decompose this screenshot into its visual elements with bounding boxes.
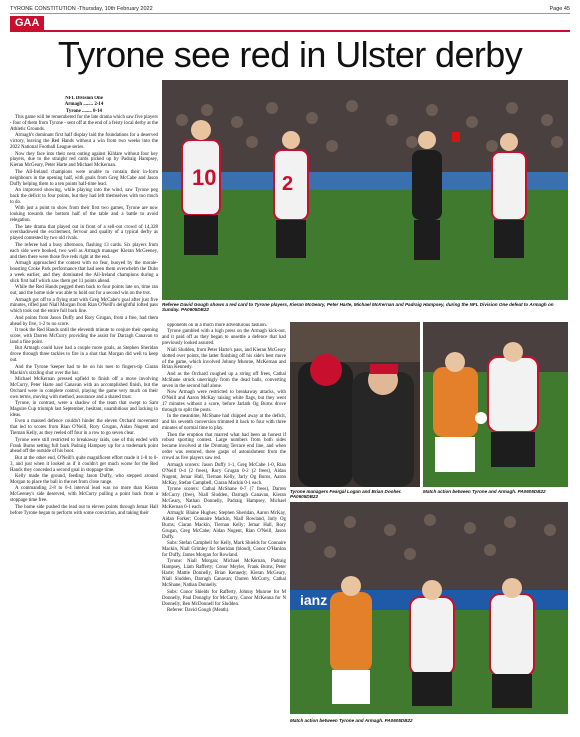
- competition-name: NFL Division One: [65, 96, 103, 101]
- article-paragraph: Armagh scorers: Jason Duffy 1-1, Greg McCabe 1-0, Rian O'Neill 0-4 (2 frees), Rory Grugan 0-2 (2 frees), Aidan Nugent, Jemar Hall, Tiernan Kelly, Jarly Og Burns, Aaron McKay, Stefan Campbell, Ciaran Mackin 0-1 each.: [162, 462, 286, 486]
- sponsor-board: ianz: [300, 592, 328, 608]
- article-paragraph: Now Armagh were restricted to breakaway attacks, with O'Neill and Aaron McKay raising white flags, but they went 17 minutes without a score, before Jarlath Og Burns drove through to split the posts.: [162, 390, 286, 413]
- managers-caption: Tyrone managers Feargal Logan and Brian Dooher. PA0605DB22: [290, 489, 402, 500]
- article-paragraph: Subs: Stefan Campbell for Kelly, Mark Shields for Connaire Mackin, Niall Grimley for Sheridan (blood), Conor O'Hanlon for Duffy, James Morgan for Rowland.: [162, 541, 286, 559]
- article-paragraph: The referee had a busy afternoon, flashing 13 cards. Six players from each side were booked, two well as Armagh manager Kieran McGeeney, and then there were those five reds right at the end.: [10, 242, 158, 260]
- article-paragraph: Armagh approached the contest with no fear, buoyed by the morale-boosting Croke Park performance that had seen them overwhelm the Dubs a week earlier, and they dominated the All-Ireland champions during a slick first half which saw them get 11 points ahead.: [10, 261, 158, 284]
- article-paragraph: Now they face into their next outing against Kildare without four key players, due to the straight red cards picked up by Padraig Hampsey, Kieran McGeary, Peter Harte and Michael McKernan.: [10, 151, 158, 169]
- article-paragraph: Niall Sludden, from Peter Harte's pass, and Kieran McGeary slotted over points, the latter finishing off his side's best move of the game, which involved Johnny Munroe, McKernan and Brian Kennedy.: [162, 347, 286, 371]
- header-publication: TYRONE CONSTITUTION -Thursday, 10th February 2022: [10, 6, 153, 12]
- article-paragraph: Tyrone gambled with a high press on the Armagh kick-out, and it paid off as they began to unsettle a defence that had previously looked assured.: [162, 329, 286, 347]
- article-paragraph: Armagh got off to a flying start with Greg McCabe's goal after just five minutes, rifled past Niall Morgan from Rian O'Neill's delightful lofted pass which took out the entire full back line.: [10, 297, 158, 315]
- article-paragraph: Even a massed defence couldn't hinder the eleven Orchard movement that led to scores from Rian O'Neill, Rory Grugan, Aidan Nugent and Tiernan Kelly, as they reeled off four in a row to go seven clear.: [10, 419, 158, 437]
- match-photo-2-caption: Match action between Tyrone and Armagh. PA0605DB22: [290, 718, 413, 723]
- managers-photo: [290, 322, 420, 487]
- article-paragraph: And as the Orchard coughed up a string off frees, Cathal McShane struck unerringly from the dead balls, converting seven in the second half alone.: [162, 371, 286, 389]
- section-rule: [10, 30, 570, 32]
- article-column-1: [10, 96, 158, 731]
- article-paragraph: Tyrone, in contrast, were a shadow of the team that swept to Sam Maguire Cup triumph last September, hesitant, unambitious and lacking in ideas.: [10, 401, 158, 418]
- article-column-2: [162, 323, 286, 731]
- match-photo-2: [290, 502, 568, 714]
- main-photo-number-mid: 2: [282, 173, 294, 195]
- article-paragraph: An improved showing, while playing into the wind, saw Tyrone peg back the deficit to four points, but they had left themselves with too much to do.: [10, 188, 158, 205]
- page-header: [10, 5, 570, 14]
- main-photo-number-left: 10: [192, 165, 217, 190]
- article-paragraph: Tyrone: Niall Morgan; Michael McKernan, Padraig Hampsey, Liam Rafferty; Conor Meyler, Frank Burns, Peter Harte; Mattie Donnelly, Brian Kennedy; Kieran McGeary, Niall Sludden, Darragh Canavan; Darren McCurry, Cathal McShane, Nathan Donnelly.: [162, 559, 286, 589]
- article-paragraph: Referee: David Gough (Meath).: [167, 607, 230, 613]
- result-armagh: Armagh ........ 2-14: [64, 102, 104, 108]
- result-tyrone: Tyrone ........ 0-14: [66, 108, 102, 114]
- article-paragraph: And the Tyrone 'keeper had to be on his toes to fingers-tip Ciaran Mackin's sizzling shot over the bar.: [10, 364, 158, 376]
- article-paragraph: Armagh: Blaine Hughes; Stephen Sheridan, Aaron McKay, Aidan Forker; Connaire Mackin, Niall Rowland, Jarly Og Burns; Ciaran Mackin, Tiernan Kelly; Jemar Hall, Rory Grugan, Greg McCabe; Aidan Nugent, Rian O'Neill, Jason Duffy.: [162, 511, 286, 540]
- article-paragraph: Kelly made the ground, feeding Jason Duffy, who stepped around Morgan to place the ball in the net from close range.: [10, 474, 158, 486]
- article-paragraph: The home side pushed the lead out to eleven points through Jemar Hall before Tyrone began to perform with some conviction, and taking their: [10, 504, 158, 516]
- article-paragraph: The late drama that played out in front of a sell-out crowd of 14,328 overshadowed the excitement, fervour and quality of a typical derby as played contested by two old rivals.: [10, 224, 158, 242]
- article-body-2: [162, 323, 286, 614]
- match-photo-1: [423, 322, 568, 487]
- article-paragraph: Tyrone were still restricted to breakaway raids, one of this ended with Frank Burns setting full back Padraig Hampsey up for a trademark point ahead off the outside of his boot.: [10, 437, 158, 455]
- article-paragraph: Tyrone scorers: Cathal McShane 0-7 (7 frees), Darren McCurry (free), Niall Sludden, Darragh Canavan, Kieran McGeary, Nathan Donnelly, Padraig Hampsey, Michael McKernan 0-1 each.: [162, 486, 286, 510]
- article-paragraph: Subs: Conor Shields for Rafferty, Johnny Munroe for M Donnelly, Paul Donaghy for McCurry, Conor McKenna for N Donnelly, Ben McDonnell for Sludden.: [162, 589, 286, 607]
- article-paragraph: But at the other end, O'Neill's quite magnificent effort made it 1-8 to 0-3, and just when it looked as if it couldn't get much worse for the Red Hands they conceded a second goal in stoppage time.: [10, 455, 158, 473]
- article-paragraph: With just a point to show from their first two games, Tyrone are now looking towards the bottom half of the table and a battle to avoid relegation.: [10, 206, 158, 224]
- article-paragraph: In the meantime, McShane had chipped away at the deficit, and his seventh conversion trimmed it back to four with three minutes of normal time to play.: [162, 414, 286, 432]
- article-paragraph: This game will be remembered for the late drama which saw five players - four of them from Tyrone - sent off at the end of a feisty local derby at the Athletic Grounds.: [10, 115, 158, 132]
- article-paragraph: A commanding 2-8 to 0-4 interval lead was no more than Kieran McGeeney's side deserved, with McCurry pulling a point back from a stoppage time free.: [10, 486, 158, 504]
- article-paragraph: But Armagh could have had a couple more goals, as Stephen Sheridan drove through three tackles to fire in a shot that Morgan did well to keep out.: [10, 346, 158, 364]
- article-body-1: [10, 115, 158, 517]
- article-paragraph: The All-Ireland champions were unable to contain their in-form neighbours in the opening half, with goals from Greg McCabe and Jason Duffy helping them to a ten points half-time lead.: [10, 169, 158, 187]
- article-paragraph: Then the eruption that marred what had been an honest if robust sporting contest. Large numbers from both sides became involved at the Drumarg Terrace end line, and when order was restored, there gasps of astonishment from the crowd as five players saw red.: [162, 432, 286, 462]
- header-page-number: Page 45: [549, 6, 570, 12]
- match-photo-1-caption: Match action between Tyrone and Armagh. PA0605DB22: [423, 489, 546, 494]
- section-tag: GAA: [10, 16, 44, 30]
- article-paragraph: While the Red Hands pegged them back to four points late on, time ran out, and the home side was able to hold out for a second win on the trot.: [10, 285, 158, 297]
- article-paragraph: And points from Jason Duffy and Rory Grugan, from a free, had them ahead by five, 1-2 to no score.: [10, 315, 158, 327]
- article-paragraph: Michael McKernan pressed upfield to finish off a move involving McCurry, Peter Harte and Canavan with an accomplished finish, but the Orchard were in complete control, playing the game very much on their own terms, moving with method, assurance and a shared trust.: [10, 376, 158, 400]
- main-photo: [162, 80, 568, 300]
- article-paragraph: opponents on in a much more adventurous fashion.: [167, 323, 267, 328]
- headline: Tyrone see red in Ulster derby: [57, 34, 523, 75]
- article-paragraph: It took the Red Hands until the eleventh minute to conjure their opening score, with Darren McCurry providing the assist for Darragh Canavan to land a fine point.: [10, 328, 158, 345]
- main-photo-caption: Referee David Gough shows a red card to Tyrone players, Kieran McGeary, Peter Harte, Michael McKernan and Padraig Hampsey, during the NFL Division One defeat to Armagh on Sunday. PA0605DB22: [162, 302, 554, 313]
- article-paragraph: Armagh's dominant first half display laid the foundations for a deserved victory, leaving the Red Hands without a win from two weeks into the 2022 National Football League series.: [10, 133, 158, 151]
